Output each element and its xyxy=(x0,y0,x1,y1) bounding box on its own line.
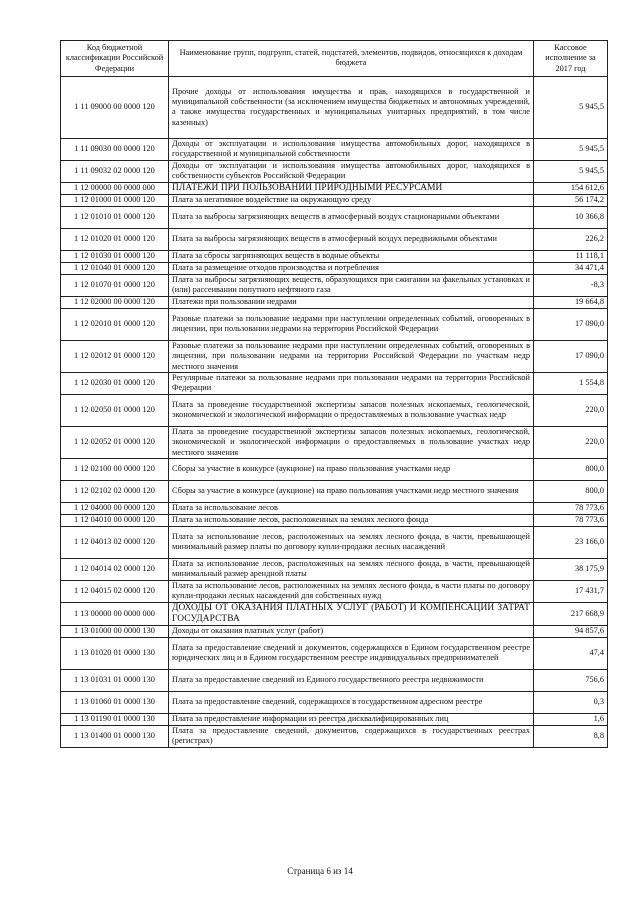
table-row xyxy=(61,458,608,480)
row-code: 1 12 02012 01 0000 120 xyxy=(61,340,169,372)
row-amount: 5 945,5 xyxy=(534,160,608,182)
row-name: ДОХОДЫ ОТ ОКАЗАНИЯ ПЛАТНЫХ УСЛУГ (РАБОТ) И КОМПЕНСАЦИИ ЗАТРАТ ГОСУДАРСТВА xyxy=(169,602,534,625)
row-code: 1 12 04014 02 0000 120 xyxy=(61,558,169,580)
table-row xyxy=(61,394,608,426)
table-row xyxy=(61,602,608,625)
row-name: Плата за размещение отходов производства и потребления xyxy=(169,262,534,274)
row-code: 1 12 01070 01 0000 120 xyxy=(61,274,169,296)
row-code: 1 13 00000 00 0000 000 xyxy=(61,602,169,625)
row-name: Доходы от эксплуатации и использования имущества автомобильных дорог, находящихся в собственности субъектов Российской Федерации xyxy=(169,160,534,182)
row-amount: 5 945,5 xyxy=(534,76,608,138)
row-code: 1 12 02030 01 0000 120 xyxy=(61,372,169,394)
table-row xyxy=(61,669,608,691)
table-row xyxy=(61,526,608,558)
row-name: Плата за использование лесов, расположенных на землях лесного фонда, в части, превышающей минимальный размер арендной платы xyxy=(169,558,534,580)
row-amount: 800,0 xyxy=(534,458,608,480)
table-row xyxy=(61,274,608,296)
table-row xyxy=(61,194,608,206)
row-name: Разовые платежи за пользование недрами при наступлении определенных событий, оговоренных в лицензии, при пользовании недрами на территории Российской Федерации xyxy=(169,308,534,340)
row-name: Плата за использование лесов xyxy=(169,502,534,514)
row-code: 1 12 02050 01 0000 120 xyxy=(61,394,169,426)
row-name: Плата за негативное воздействие на окружающую среду xyxy=(169,194,534,206)
row-amount: 220,0 xyxy=(534,394,608,426)
page-number: Страница 6 из 14 xyxy=(287,866,353,876)
row-name: Плата за предоставление информации из реестра дисквалифицированных лиц xyxy=(169,713,534,725)
row-amount: 5 945,5 xyxy=(534,138,608,160)
row-name: Плата за выбросы загрязняющих веществ в атмосферный воздух передвижными объектами xyxy=(169,228,534,250)
row-amount: 78 773,6 xyxy=(534,514,608,526)
table-row xyxy=(61,713,608,725)
row-amount: 217 668,9 xyxy=(534,602,608,625)
row-name: Сборы за участие в конкурсе (аукционе) на право пользования участками недр местного значения xyxy=(169,480,534,502)
row-amount: 154 612,6 xyxy=(534,182,608,194)
table-row xyxy=(61,182,608,194)
budget-revenue-table xyxy=(60,40,608,748)
row-name: Плата за предоставление сведений и документов, содержащихся в Едином государственном реестре юридических лиц и в Едином государственном реестре индивидуальных предпринимателей xyxy=(169,637,534,669)
row-code: 1 12 04015 02 0000 120 xyxy=(61,580,169,602)
row-code: 1 12 02100 00 0000 120 xyxy=(61,458,169,480)
row-code: 1 12 04013 02 0000 120 xyxy=(61,526,169,558)
row-code: 1 13 01060 01 0000 130 xyxy=(61,691,169,713)
row-code: 1 12 02052 01 0000 120 xyxy=(61,426,169,458)
row-code: 1 13 01031 01 0000 130 xyxy=(61,669,169,691)
row-name: Плата за выбросы загрязняющих веществ в атмосферный воздух стационарными объектами xyxy=(169,206,534,228)
row-amount: 11 118,1 xyxy=(534,250,608,262)
table-row xyxy=(61,296,608,308)
table-row xyxy=(61,637,608,669)
table-row xyxy=(61,725,608,747)
table-row xyxy=(61,580,608,602)
row-code: 1 12 02010 01 0000 120 xyxy=(61,308,169,340)
row-code: 1 12 04010 00 0000 120 xyxy=(61,514,169,526)
row-amount: 17 431,7 xyxy=(534,580,608,602)
row-name: Плата за использование лесов, расположенных на землях лесного фонда, в части, превышающей минимальный размер платы по договору купли-продажи лесных насаждений xyxy=(169,526,534,558)
row-amount: 8,8 xyxy=(534,725,608,747)
row-code: 1 13 01400 01 0000 130 xyxy=(61,725,169,747)
row-code: 1 13 01190 01 0000 130 xyxy=(61,713,169,725)
table-row xyxy=(61,340,608,372)
row-code: 1 12 00000 00 0000 000 xyxy=(61,182,169,194)
row-amount: 34 471,4 xyxy=(534,262,608,274)
row-amount: 19 664,8 xyxy=(534,296,608,308)
table-row xyxy=(61,206,608,228)
row-code: 1 12 04000 00 0000 120 xyxy=(61,502,169,514)
row-code: 1 12 02000 00 0000 120 xyxy=(61,296,169,308)
row-amount: 17 090,0 xyxy=(534,308,608,340)
row-amount: -8,3 xyxy=(534,274,608,296)
row-name: Прочие доходы от использования имущества и прав, находящихся в государственной и муниципальной собственности (за исключением имущества бюджетных и автономных учреждений, а также имущества государственных и муниципальных унитарных предприятий, в том числе казенных) xyxy=(169,76,534,138)
row-name: Доходы от оказания платных услуг (работ) xyxy=(169,625,534,637)
row-amount: 10 366,8 xyxy=(534,206,608,228)
table-row xyxy=(61,625,608,637)
table-row xyxy=(61,160,608,182)
row-name: Плата за использование лесов, расположенных на землях лесного фонда xyxy=(169,514,534,526)
table-row xyxy=(61,372,608,394)
table-row xyxy=(61,691,608,713)
row-amount: 800,0 xyxy=(534,480,608,502)
table-row xyxy=(61,514,608,526)
table-row xyxy=(61,558,608,580)
row-amount: 226,2 xyxy=(534,228,608,250)
row-name: Плата за проведение государственной экспертизы запасов полезных ископаемых, геологической, экономической и экологической информации о предоставляемых в пользование участках недр местного значения xyxy=(169,426,534,458)
row-amount: 78 773,6 xyxy=(534,502,608,514)
row-code: 1 13 01000 00 0000 130 xyxy=(61,625,169,637)
row-name: Сборы за участие в конкурсе (аукционе) на право пользования участками недр xyxy=(169,458,534,480)
row-amount: 220,0 xyxy=(534,426,608,458)
row-code: 1 12 01000 01 0000 120 xyxy=(61,194,169,206)
row-amount: 56 174,2 xyxy=(534,194,608,206)
row-amount: 17 090,0 xyxy=(534,340,608,372)
row-amount: 1,6 xyxy=(534,713,608,725)
row-code: 1 11 09032 02 0000 120 xyxy=(61,160,169,182)
header-amount: Кассовое исполнение за 2017 год xyxy=(534,41,608,77)
row-amount: 756,6 xyxy=(534,669,608,691)
row-name: Плата за предоставление сведений, документов, содержащихся в государственных реестрах (регистрах) xyxy=(169,725,534,747)
row-name: Регулярные платежи за пользование недрами при пользовании недрами на территории Российской Федерации xyxy=(169,372,534,394)
row-code: 1 12 01020 01 0000 120 xyxy=(61,228,169,250)
table-header-row xyxy=(61,41,608,77)
row-amount: 94 857,6 xyxy=(534,625,608,637)
row-code: 1 12 01040 01 0000 120 xyxy=(61,262,169,274)
row-name: Плата за предоставление сведений, содержащихся в государственном адресном реестре xyxy=(169,691,534,713)
table-row xyxy=(61,138,608,160)
table-row xyxy=(61,250,608,262)
row-name: Доходы от эксплуатации и использования имущества автомобильных дорог, находящихся в государственной и муниципальной собственности xyxy=(169,138,534,160)
row-code: 1 11 09030 00 0000 120 xyxy=(61,138,169,160)
row-code: 1 13 01020 01 0000 130 xyxy=(61,637,169,669)
row-name: Платежи при пользовании недрами xyxy=(169,296,534,308)
row-name: Разовые платежи за пользование недрами при наступлении определенных событий, оговоренных в лицензии, при пользовании недрами на территории Российской Федерации по участкам недр местного значения xyxy=(169,340,534,372)
row-name: ПЛАТЕЖИ ПРИ ПОЛЬЗОВАНИИ ПРИРОДНЫМИ РЕСУРСАМИ xyxy=(169,182,534,194)
table-body xyxy=(61,76,608,747)
table-row xyxy=(61,308,608,340)
row-amount: 0,3 xyxy=(534,691,608,713)
table-row xyxy=(61,228,608,250)
row-name: Плата за проведение государственной экспертизы запасов полезных ископаемых, геологической, экономической и экологической информации о предоставляемых в пользование участках недр xyxy=(169,394,534,426)
table-row xyxy=(61,262,608,274)
row-amount: 1 554,8 xyxy=(534,372,608,394)
row-amount: 23 166,0 xyxy=(534,526,608,558)
row-code: 1 12 01010 01 0000 120 xyxy=(61,206,169,228)
table-row xyxy=(61,426,608,458)
row-amount: 47,4 xyxy=(534,637,608,669)
header-name: Наименование групп, подгрупп, статей, подстатей, элементов, подвидов, относящихся к доходам бюджета xyxy=(169,41,534,77)
header-code: Код бюджетной классификации Российской Федерации xyxy=(61,41,169,77)
table-row xyxy=(61,480,608,502)
row-name: Плата за сбросы загрязняющих веществ в водные объекты xyxy=(169,250,534,262)
row-code: 1 12 01030 01 0000 120 xyxy=(61,250,169,262)
row-amount: 38 175,9 xyxy=(534,558,608,580)
row-name: Плата за выбросы загрязняющих веществ, образующихся при сжигании на факельных установках и (или) рассеивании попутного нефтяного газа xyxy=(169,274,534,296)
table-row xyxy=(61,502,608,514)
row-code: 1 11 09000 00 0000 120 xyxy=(61,76,169,138)
table-row xyxy=(61,76,608,138)
row-name: Плата за использование лесов, расположенных на землях лесного фонда, в части платы по договору купли-продажи лесных насаждений для собственных нужд xyxy=(169,580,534,602)
row-code: 1 12 02102 02 0000 120 xyxy=(61,480,169,502)
row-name: Плата за предоставление сведений из Единого государственного реестра недвижимости xyxy=(169,669,534,691)
